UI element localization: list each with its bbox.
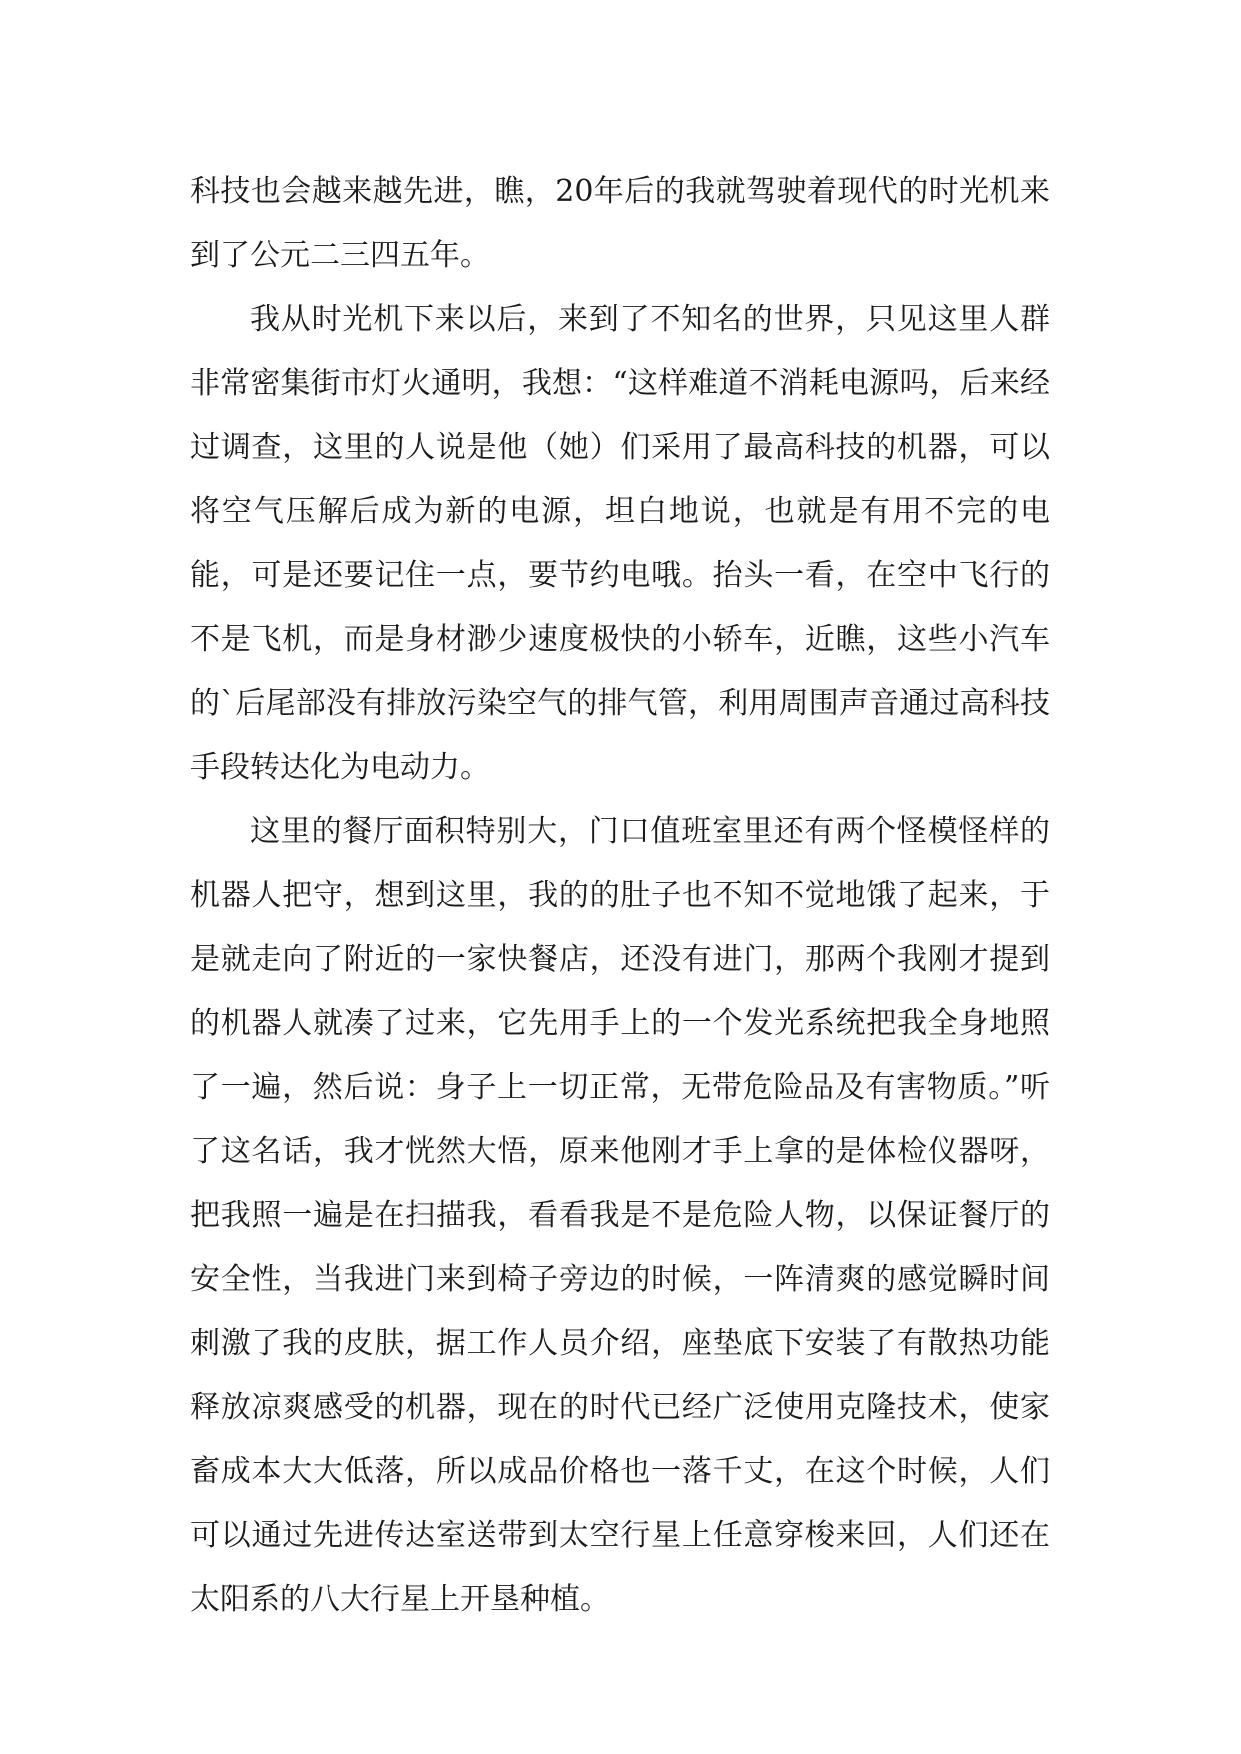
paragraph-1: 科技也会越来越先进，瞧，20年后的我就驾驶着现代的时光机来到了公元二三四五年。 bbox=[190, 174, 1050, 273]
paragraph-3: 这里的餐厅面积特别大，门口值班室里还有两个怪模怪样的机器人把守，想到这里，我的的肚子也不知不觉地饿了起来，于是就走向了附近的一家快餐店，还没有进门，那两个我刚才提到的机器人就凑了过来，它先用手上的一个发光系统把我全身地照了一遍，然后说：身子上一切正常，无带危险品及有害物质。”听了这名话，我才恍然大悟，原来他刚才手上拿的是体检仪器呀，把我照一遍是在扫描我，看看我是不是危险人物，以保证餐厅的安全性，当我进门来到椅子旁边的时候，一阵清爽的感觉瞬时间刺激了我的皮肤，据工作人员介绍，座垫底下安装了有散热功能释放凉爽感受的机器，现在的时代已经广泛使用克隆技术，使家畜成本大大低落，所以成品价格也一落千丈，在这个时候，人们可以通过先进传达室送带到太空行星上任意穿梭来回，人们还在太阳系的八大行星上开垦种植。 bbox=[190, 814, 1050, 1617]
document-body bbox=[190, 160, 1050, 1632]
paragraph-2: 我从时光机下来以后，来到了不知名的世界，只见这里人群非常密集街市灯火通明，我想：“这样难道不消耗电源吗，后来经过调查，这里的人说是他（她）们采用了最高科技的机器，可以将空气压解后成为新的电源，坦白地说，也就是有用不完的电能，可是还要记住一点，要节约电哦。抬头一看，在空中飞行的不是飞机，而是身材渺少速度极快的小轿车，近瞧，这些小汽车的`后尾部没有排放污染空气的排气管，利用周围声音通过高科技手段转达化为电动力。 bbox=[190, 302, 1050, 785]
